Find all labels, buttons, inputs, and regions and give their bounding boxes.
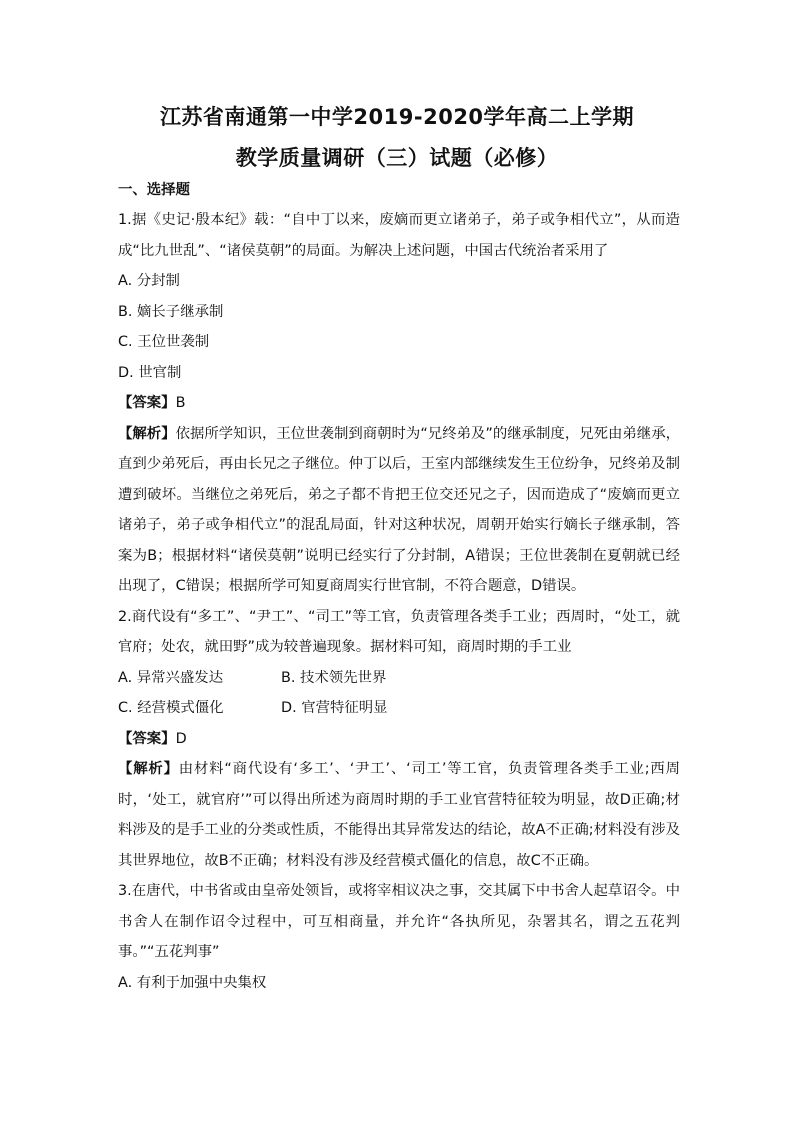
answer-label: 【答案】 <box>118 395 176 411</box>
analysis-paragraph <box>118 754 680 876</box>
analysis-paragraph <box>118 419 680 602</box>
option-c: C. 王位世袭制 <box>118 334 210 350</box>
analysis-label: 【解析】 <box>118 761 179 777</box>
analysis-label: 【解析】 <box>118 425 176 442</box>
analysis-text: 依据所学知识，王位世袭制到商朝时为“兄终弟及”的继承制度，兄死由弟继承，直到少弟死后，再由长兄之子继位。仲丁以后，王室内部继续发生王位纷争，兄终弟及制遭到破坏。当继位之弟死后，弟之子都不肯把王位交还兄之子，因而造成了“废嫡而更立诸弟子，弟子或争相代立”的混乱局面，针对这种状况，周朝开始实行嫡长子继承制，答案为B；根据材料“诸侯莫朝”说明已经实行了分封制，A错误；王位世袭制在夏朝就已经出现了，C错误；根据所学可知夏商周实行世官制，不符合题意，D错误。 <box>118 425 680 594</box>
option-b: B. 技术领先世界 <box>281 669 387 686</box>
question-1 <box>118 205 680 602</box>
document-title-line2: 教学质量调研（三）试题（必修） <box>235 146 559 170</box>
answer-line <box>118 388 680 419</box>
document-body <box>118 176 680 998</box>
option-b: B. 嫡长子继承制 <box>118 303 224 320</box>
question-3 <box>118 876 680 998</box>
section-heading: 一、选择题 <box>118 182 190 198</box>
option-a: A. 异常兴盛发达 <box>118 669 224 686</box>
answer-value: D <box>175 730 187 747</box>
options-row-2 <box>118 693 680 724</box>
question-stem: 2.商代设有“多工”、“尹工”、“司工”等工官，负责管理各类手工业；西周时，“处工，就官府；处农，就田野”成为较普遍现象。据材料可知，商周时期的手工业 <box>118 608 680 655</box>
answer-line <box>118 724 680 755</box>
option-a: A. 有利于加强中央集权 <box>118 974 267 991</box>
option-d: D. 官营特征明显 <box>281 700 388 716</box>
options-row-1 <box>118 663 680 694</box>
answer-value: B <box>175 395 186 411</box>
question-2 <box>118 602 680 877</box>
document-title-line1: 江苏省南通第一中学2019-2020学年高二上学期 <box>159 105 635 129</box>
analysis-text: 由材料“商代设有‘多工’、‘尹工’、‘司工’等工官，负责管理各类手工业;西周时，‘处工，就官府’”可以得出所述为商周时期的手工业官营特征较为明显，故D正确;材料涉及的是手工业的分类或性质，不能得出其异常发达的结论，故A不正确;材料没有涉及其世界地位，故B不正确；材料没有涉及经营模式僵化的信息，故C不正确。 <box>118 761 680 869</box>
question-stem: 3.在唐代，中书省或由皇帝处领旨，或将宰相议决之事，交其属下中书舍人起草诏令。中书舍人在制作诏令过程中，可互相商量，并允许“各执所见，杂署其名，谓之五花判事。”“五花判事” <box>118 883 680 960</box>
option-a: A. 分封制 <box>118 273 180 289</box>
question-stem: 1.据《史记·殷本纪》载：“自中丁以来，废嫡而更立诸弟子，弟子或争相代立”，从而造成“比九世乱”、“诸侯莫朝”的局面。为解决上述问题，中国古代统治者采用了 <box>118 212 680 259</box>
answer-label: 【答案】 <box>118 730 176 747</box>
option-d: D. 世官制 <box>118 364 182 381</box>
option-c: C. 经营模式僵化 <box>118 700 224 716</box>
